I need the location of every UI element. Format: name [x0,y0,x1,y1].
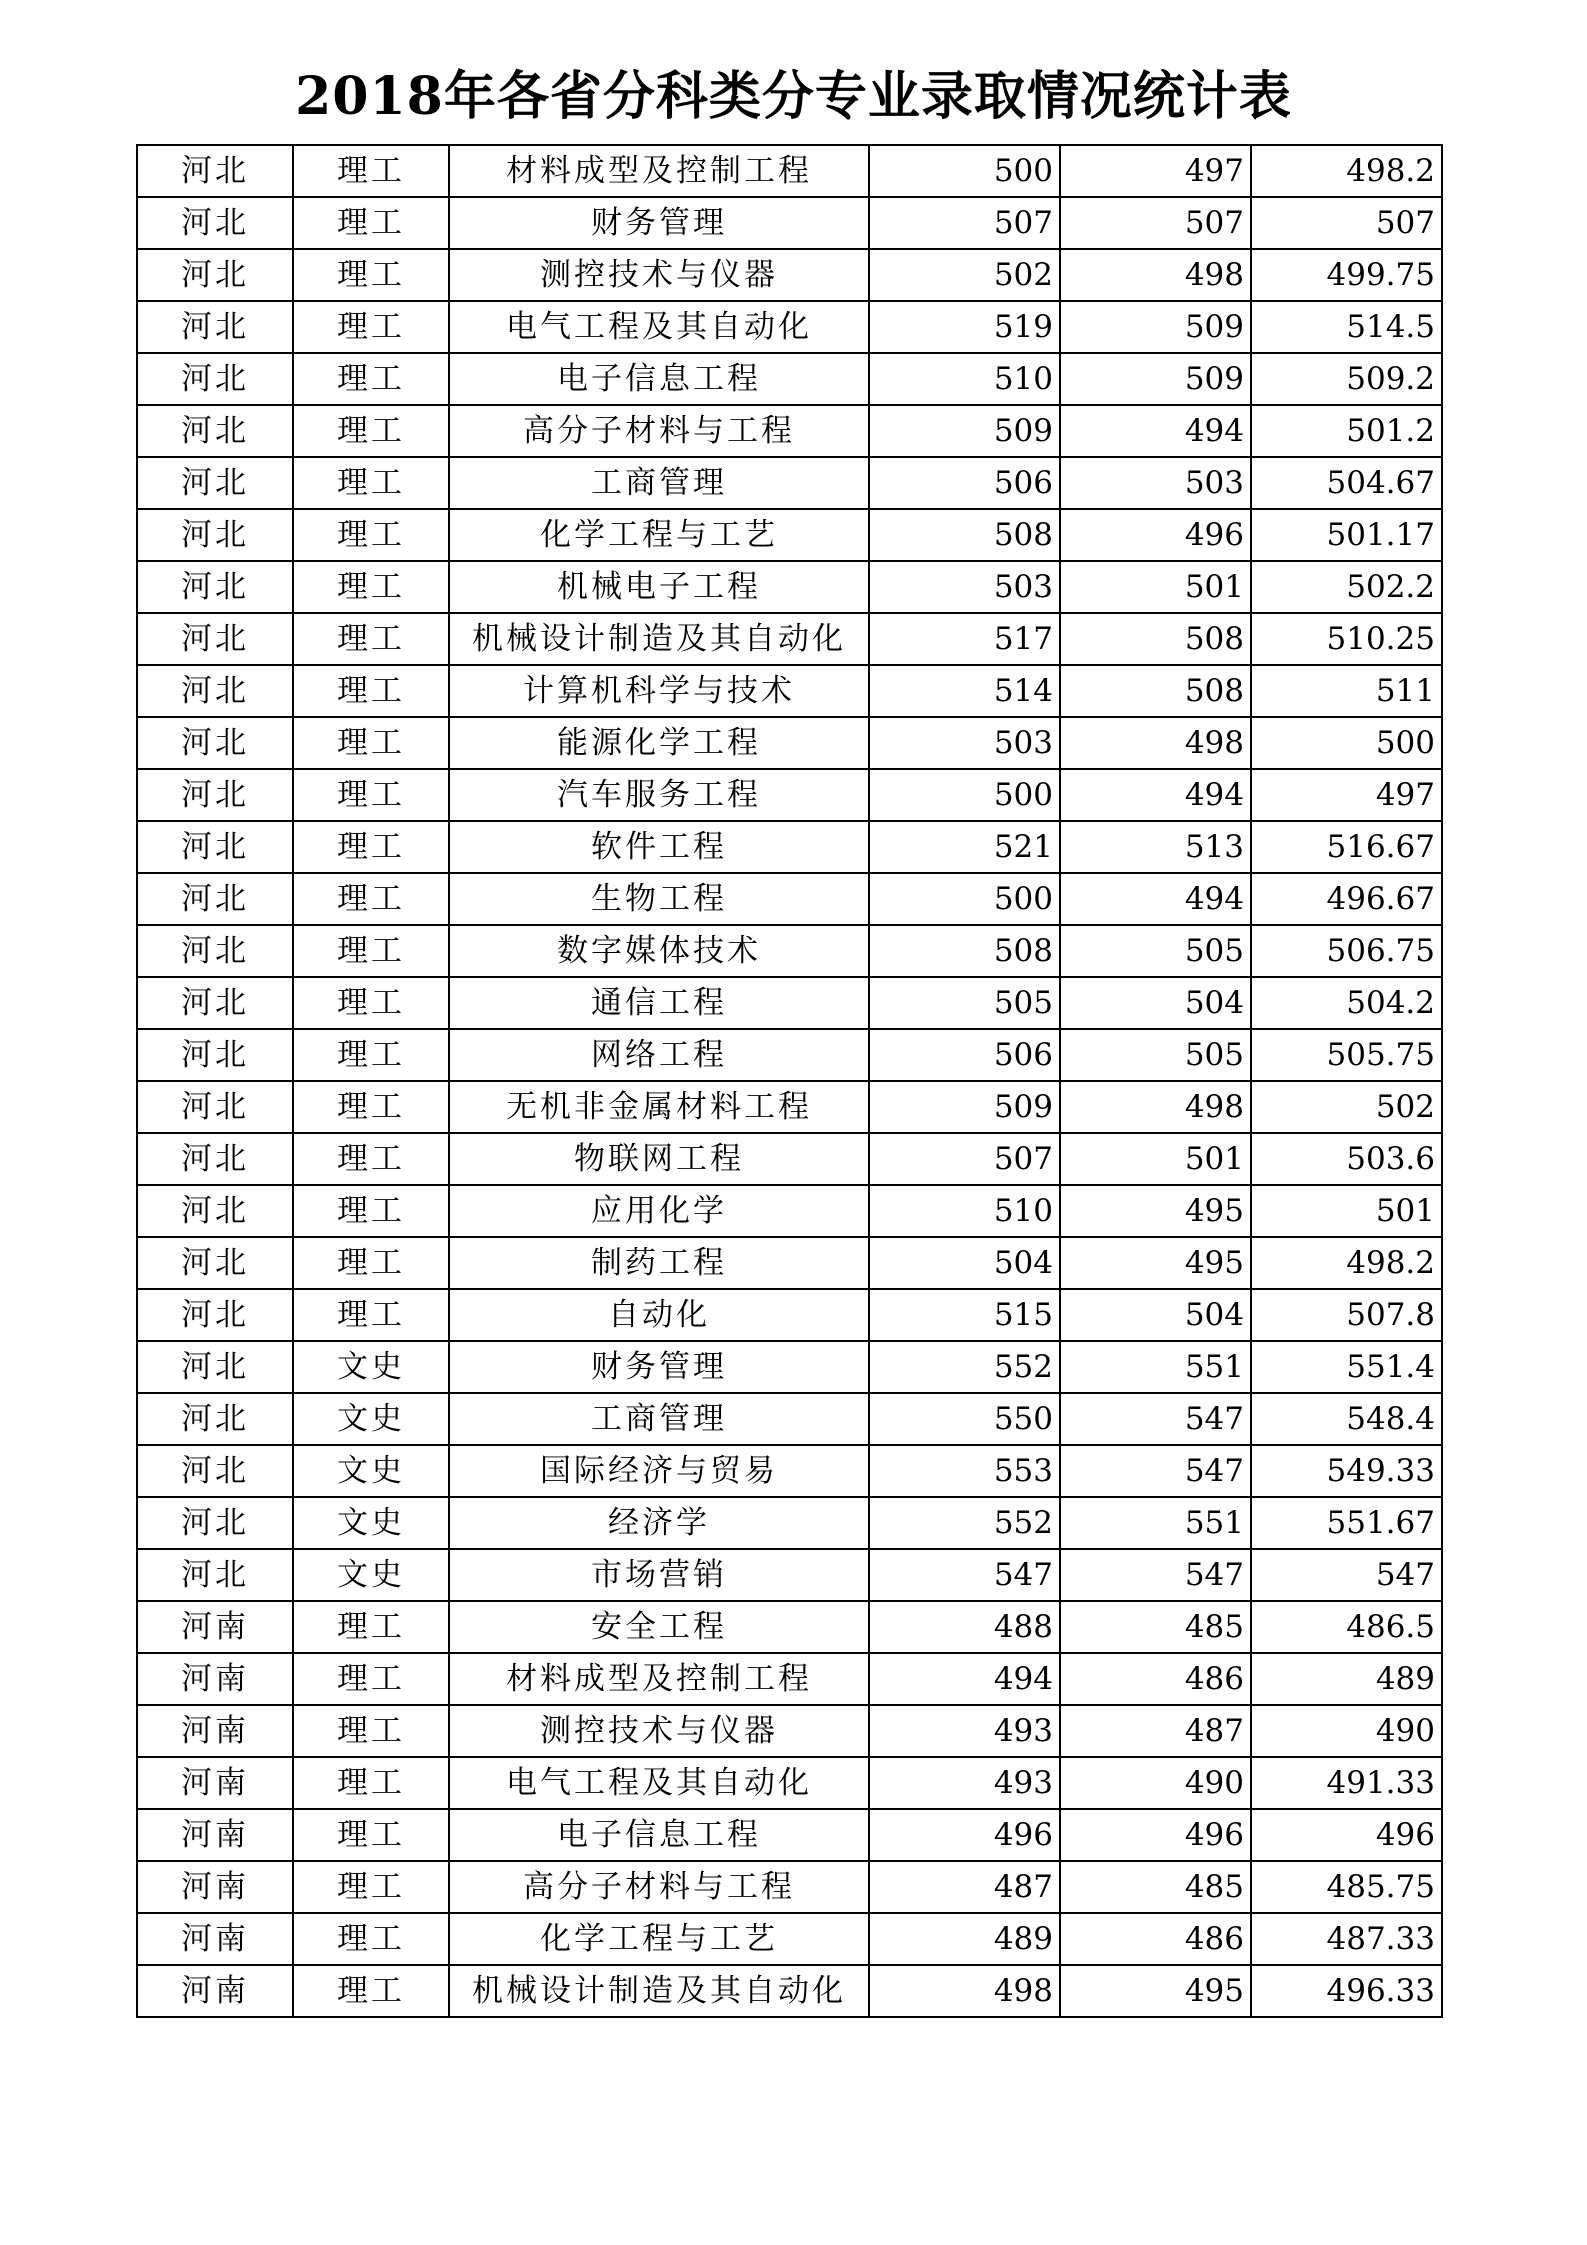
table-row [137,665,1442,717]
cell-major: 制药工程 [449,1237,869,1289]
cell-avg-score: 502.2 [1251,561,1442,613]
cell-min-score: 498 [1060,717,1251,769]
cell-avg-score: 499.75 [1251,249,1442,301]
cell-avg-score: 511 [1251,665,1442,717]
cell-max-score: 509 [869,1081,1060,1133]
cell-province: 河南 [137,1965,293,2017]
cell-province: 河北 [137,613,293,665]
cell-province: 河北 [137,1185,293,1237]
cell-avg-score: 501.2 [1251,405,1442,457]
cell-max-score: 500 [869,873,1060,925]
cell-category: 理工 [293,821,449,873]
cell-avg-score: 502 [1251,1081,1442,1133]
cell-province: 河北 [137,873,293,925]
cell-major: 测控技术与仪器 [449,1705,869,1757]
cell-avg-score: 501.17 [1251,509,1442,561]
cell-province: 河南 [137,1757,293,1809]
cell-max-score: 500 [869,769,1060,821]
cell-max-score: 494 [869,1653,1060,1705]
cell-category: 理工 [293,1705,449,1757]
cell-category: 理工 [293,717,449,769]
cell-major: 电子信息工程 [449,1809,869,1861]
cell-major: 材料成型及控制工程 [449,1653,869,1705]
table-row [137,1861,1442,1913]
cell-max-score: 550 [869,1393,1060,1445]
cell-major: 无机非金属材料工程 [449,1081,869,1133]
cell-category: 理工 [293,301,449,353]
cell-major: 汽车服务工程 [449,769,869,821]
cell-category: 理工 [293,977,449,1029]
cell-max-score: 515 [869,1289,1060,1341]
table-row [137,353,1442,405]
table-row [137,197,1442,249]
table-row [137,405,1442,457]
table-row [137,561,1442,613]
cell-min-score: 494 [1060,769,1251,821]
cell-category: 理工 [293,1653,449,1705]
cell-min-score: 495 [1060,1965,1251,2017]
table-row [137,1445,1442,1497]
cell-max-score: 509 [869,405,1060,457]
cell-category: 理工 [293,1133,449,1185]
cell-category: 理工 [293,1601,449,1653]
cell-avg-score: 547 [1251,1549,1442,1601]
cell-major: 材料成型及控制工程 [449,145,869,197]
table-row [137,1133,1442,1185]
cell-min-score: 503 [1060,457,1251,509]
cell-category: 理工 [293,613,449,665]
cell-category: 理工 [293,873,449,925]
cell-category: 理工 [293,561,449,613]
cell-category: 理工 [293,353,449,405]
cell-province: 河南 [137,1601,293,1653]
cell-category: 理工 [293,197,449,249]
cell-max-score: 507 [869,197,1060,249]
cell-min-score: 485 [1060,1601,1251,1653]
cell-category: 理工 [293,405,449,457]
table-row [137,717,1442,769]
cell-category: 理工 [293,509,449,561]
cell-min-score: 509 [1060,353,1251,405]
cell-min-score: 485 [1060,1861,1251,1913]
table-row [137,1289,1442,1341]
cell-major: 高分子材料与工程 [449,405,869,457]
cell-province: 河南 [137,1809,293,1861]
cell-major: 生物工程 [449,873,869,925]
cell-major: 电子信息工程 [449,353,869,405]
cell-avg-score: 490 [1251,1705,1442,1757]
cell-max-score: 487 [869,1861,1060,1913]
cell-avg-score: 498.2 [1251,1237,1442,1289]
cell-avg-score: 496 [1251,1809,1442,1861]
cell-category: 理工 [293,1913,449,1965]
cell-major: 网络工程 [449,1029,869,1081]
cell-avg-score: 496.67 [1251,873,1442,925]
table-row [137,1341,1442,1393]
table-row [137,977,1442,1029]
cell-avg-score: 506.75 [1251,925,1442,977]
cell-major: 数字媒体技术 [449,925,869,977]
cell-min-score: 486 [1060,1653,1251,1705]
cell-avg-score: 503.6 [1251,1133,1442,1185]
cell-avg-score: 514.5 [1251,301,1442,353]
table-row [137,925,1442,977]
cell-min-score: 508 [1060,613,1251,665]
cell-max-score: 505 [869,977,1060,1029]
cell-min-score: 490 [1060,1757,1251,1809]
cell-avg-score: 485.75 [1251,1861,1442,1913]
table-row [137,1809,1442,1861]
cell-max-score: 519 [869,301,1060,353]
cell-max-score: 502 [869,249,1060,301]
cell-province: 河北 [137,353,293,405]
cell-max-score: 488 [869,1601,1060,1653]
cell-province: 河北 [137,561,293,613]
cell-max-score: 493 [869,1757,1060,1809]
cell-min-score: 494 [1060,405,1251,457]
cell-category: 理工 [293,145,449,197]
cell-category: 文史 [293,1341,449,1393]
cell-major: 化学工程与工艺 [449,1913,869,1965]
cell-min-score: 547 [1060,1549,1251,1601]
cell-avg-score: 487.33 [1251,1913,1442,1965]
cell-min-score: 501 [1060,1133,1251,1185]
cell-major: 测控技术与仪器 [449,249,869,301]
cell-major: 应用化学 [449,1185,869,1237]
cell-min-score: 501 [1060,561,1251,613]
cell-max-score: 508 [869,925,1060,977]
table-row [137,1497,1442,1549]
cell-avg-score: 548.4 [1251,1393,1442,1445]
cell-major: 化学工程与工艺 [449,509,869,561]
cell-min-score: 498 [1060,249,1251,301]
cell-category: 理工 [293,1757,449,1809]
cell-province: 河北 [137,1029,293,1081]
cell-avg-score: 549.33 [1251,1445,1442,1497]
table-row [137,249,1442,301]
cell-province: 河北 [137,925,293,977]
table-row [137,1913,1442,1965]
cell-category: 理工 [293,1185,449,1237]
table-row [137,1705,1442,1757]
cell-province: 河北 [137,145,293,197]
cell-category: 理工 [293,665,449,717]
cell-province: 河北 [137,1081,293,1133]
cell-province: 河北 [137,1393,293,1445]
cell-category: 理工 [293,457,449,509]
cell-province: 河北 [137,249,293,301]
cell-major: 电气工程及其自动化 [449,1757,869,1809]
cell-province: 河北 [137,1549,293,1601]
table-row [137,1393,1442,1445]
table-row [137,821,1442,873]
cell-category: 理工 [293,1809,449,1861]
page-title: 2018年各省分科类分专业录取情况统计表 [295,66,1292,127]
cell-max-score: 493 [869,1705,1060,1757]
cell-max-score: 547 [869,1549,1060,1601]
cell-min-score: 494 [1060,873,1251,925]
cell-major: 自动化 [449,1289,869,1341]
cell-major: 经济学 [449,1497,869,1549]
table-row [137,1601,1442,1653]
cell-major: 能源化学工程 [449,717,869,769]
cell-major: 市场营销 [449,1549,869,1601]
cell-category: 理工 [293,1081,449,1133]
cell-province: 河北 [137,769,293,821]
table-row [137,1081,1442,1133]
cell-province: 河南 [137,1861,293,1913]
cell-province: 河南 [137,1705,293,1757]
cell-min-score: 497 [1060,145,1251,197]
cell-category: 理工 [293,1965,449,2017]
cell-major: 财务管理 [449,197,869,249]
cell-avg-score: 509.2 [1251,353,1442,405]
cell-max-score: 506 [869,457,1060,509]
cell-province: 河南 [137,1913,293,1965]
cell-max-score: 517 [869,613,1060,665]
cell-max-score: 504 [869,1237,1060,1289]
cell-max-score: 500 [869,145,1060,197]
cell-max-score: 489 [869,1913,1060,1965]
cell-min-score: 487 [1060,1705,1251,1757]
table-row [137,769,1442,821]
cell-max-score: 507 [869,1133,1060,1185]
table-row [137,1185,1442,1237]
cell-min-score: 496 [1060,509,1251,561]
cell-province: 河北 [137,197,293,249]
cell-min-score: 486 [1060,1913,1251,1965]
cell-category: 理工 [293,769,449,821]
cell-category: 理工 [293,1237,449,1289]
table-row [137,1965,1442,2017]
cell-major: 安全工程 [449,1601,869,1653]
cell-major: 通信工程 [449,977,869,1029]
table-row [137,1029,1442,1081]
cell-max-score: 503 [869,717,1060,769]
cell-major: 工商管理 [449,1393,869,1445]
cell-avg-score: 505.75 [1251,1029,1442,1081]
table-row [137,873,1442,925]
cell-province: 河北 [137,665,293,717]
cell-min-score: 504 [1060,1289,1251,1341]
cell-province: 河北 [137,977,293,1029]
table-row [137,1653,1442,1705]
cell-avg-score: 486.5 [1251,1601,1442,1653]
cell-min-score: 504 [1060,977,1251,1029]
table-row [137,1757,1442,1809]
cell-major: 软件工程 [449,821,869,873]
cell-province: 河北 [137,821,293,873]
admission-stats-table [136,144,1443,2018]
cell-min-score: 505 [1060,1029,1251,1081]
table-body [137,145,1442,2017]
table-row [137,301,1442,353]
cell-avg-score: 504.67 [1251,457,1442,509]
cell-category: 理工 [293,249,449,301]
cell-province: 河北 [137,301,293,353]
cell-category: 理工 [293,1029,449,1081]
cell-avg-score: 496.33 [1251,1965,1442,2017]
cell-min-score: 495 [1060,1237,1251,1289]
cell-max-score: 506 [869,1029,1060,1081]
cell-avg-score: 551.67 [1251,1497,1442,1549]
cell-major: 机械设计制造及其自动化 [449,1965,869,2017]
cell-min-score: 547 [1060,1445,1251,1497]
cell-max-score: 498 [869,1965,1060,2017]
cell-major: 电气工程及其自动化 [449,301,869,353]
cell-max-score: 503 [869,561,1060,613]
cell-max-score: 552 [869,1341,1060,1393]
cell-min-score: 513 [1060,821,1251,873]
cell-province: 河北 [137,1133,293,1185]
cell-major: 机械设计制造及其自动化 [449,613,869,665]
cell-avg-score: 510.25 [1251,613,1442,665]
cell-category: 文史 [293,1393,449,1445]
cell-avg-score: 498.2 [1251,145,1442,197]
cell-min-score: 547 [1060,1393,1251,1445]
cell-category: 理工 [293,925,449,977]
cell-min-score: 496 [1060,1809,1251,1861]
cell-min-score: 507 [1060,197,1251,249]
cell-avg-score: 551.4 [1251,1341,1442,1393]
table-row [137,1549,1442,1601]
cell-province: 河北 [137,509,293,561]
cell-category: 理工 [293,1861,449,1913]
cell-min-score: 495 [1060,1185,1251,1237]
cell-min-score: 505 [1060,925,1251,977]
cell-max-score: 496 [869,1809,1060,1861]
cell-province: 河北 [137,1237,293,1289]
cell-avg-score: 497 [1251,769,1442,821]
cell-max-score: 508 [869,509,1060,561]
cell-category: 理工 [293,1289,449,1341]
cell-province: 河北 [137,1289,293,1341]
table-row [137,145,1442,197]
cell-min-score: 551 [1060,1497,1251,1549]
cell-province: 河南 [137,1653,293,1705]
cell-province: 河北 [137,1445,293,1497]
table-row [137,613,1442,665]
table-row [137,1237,1442,1289]
cell-avg-score: 491.33 [1251,1757,1442,1809]
cell-major: 高分子材料与工程 [449,1861,869,1913]
cell-province: 河北 [137,1341,293,1393]
cell-major: 计算机科学与技术 [449,665,869,717]
cell-avg-score: 507.8 [1251,1289,1442,1341]
cell-min-score: 551 [1060,1341,1251,1393]
cell-category: 文史 [293,1445,449,1497]
table-row [137,509,1442,561]
cell-avg-score: 500 [1251,717,1442,769]
cell-avg-score: 504.2 [1251,977,1442,1029]
cell-major: 机械电子工程 [449,561,869,613]
cell-min-score: 509 [1060,301,1251,353]
cell-max-score: 514 [869,665,1060,717]
cell-province: 河北 [137,457,293,509]
cell-province: 河北 [137,1497,293,1549]
cell-province: 河北 [137,405,293,457]
cell-avg-score: 516.67 [1251,821,1442,873]
cell-max-score: 521 [869,821,1060,873]
cell-max-score: 510 [869,1185,1060,1237]
table-row [137,457,1442,509]
cell-province: 河北 [137,717,293,769]
cell-min-score: 508 [1060,665,1251,717]
cell-category: 文史 [293,1549,449,1601]
cell-major: 物联网工程 [449,1133,869,1185]
cell-min-score: 498 [1060,1081,1251,1133]
cell-max-score: 553 [869,1445,1060,1497]
cell-avg-score: 507 [1251,197,1442,249]
cell-major: 财务管理 [449,1341,869,1393]
cell-max-score: 552 [869,1497,1060,1549]
cell-max-score: 510 [869,353,1060,405]
cell-major: 国际经济与贸易 [449,1445,869,1497]
cell-avg-score: 489 [1251,1653,1442,1705]
cell-category: 文史 [293,1497,449,1549]
cell-major: 工商管理 [449,457,869,509]
cell-avg-score: 501 [1251,1185,1442,1237]
